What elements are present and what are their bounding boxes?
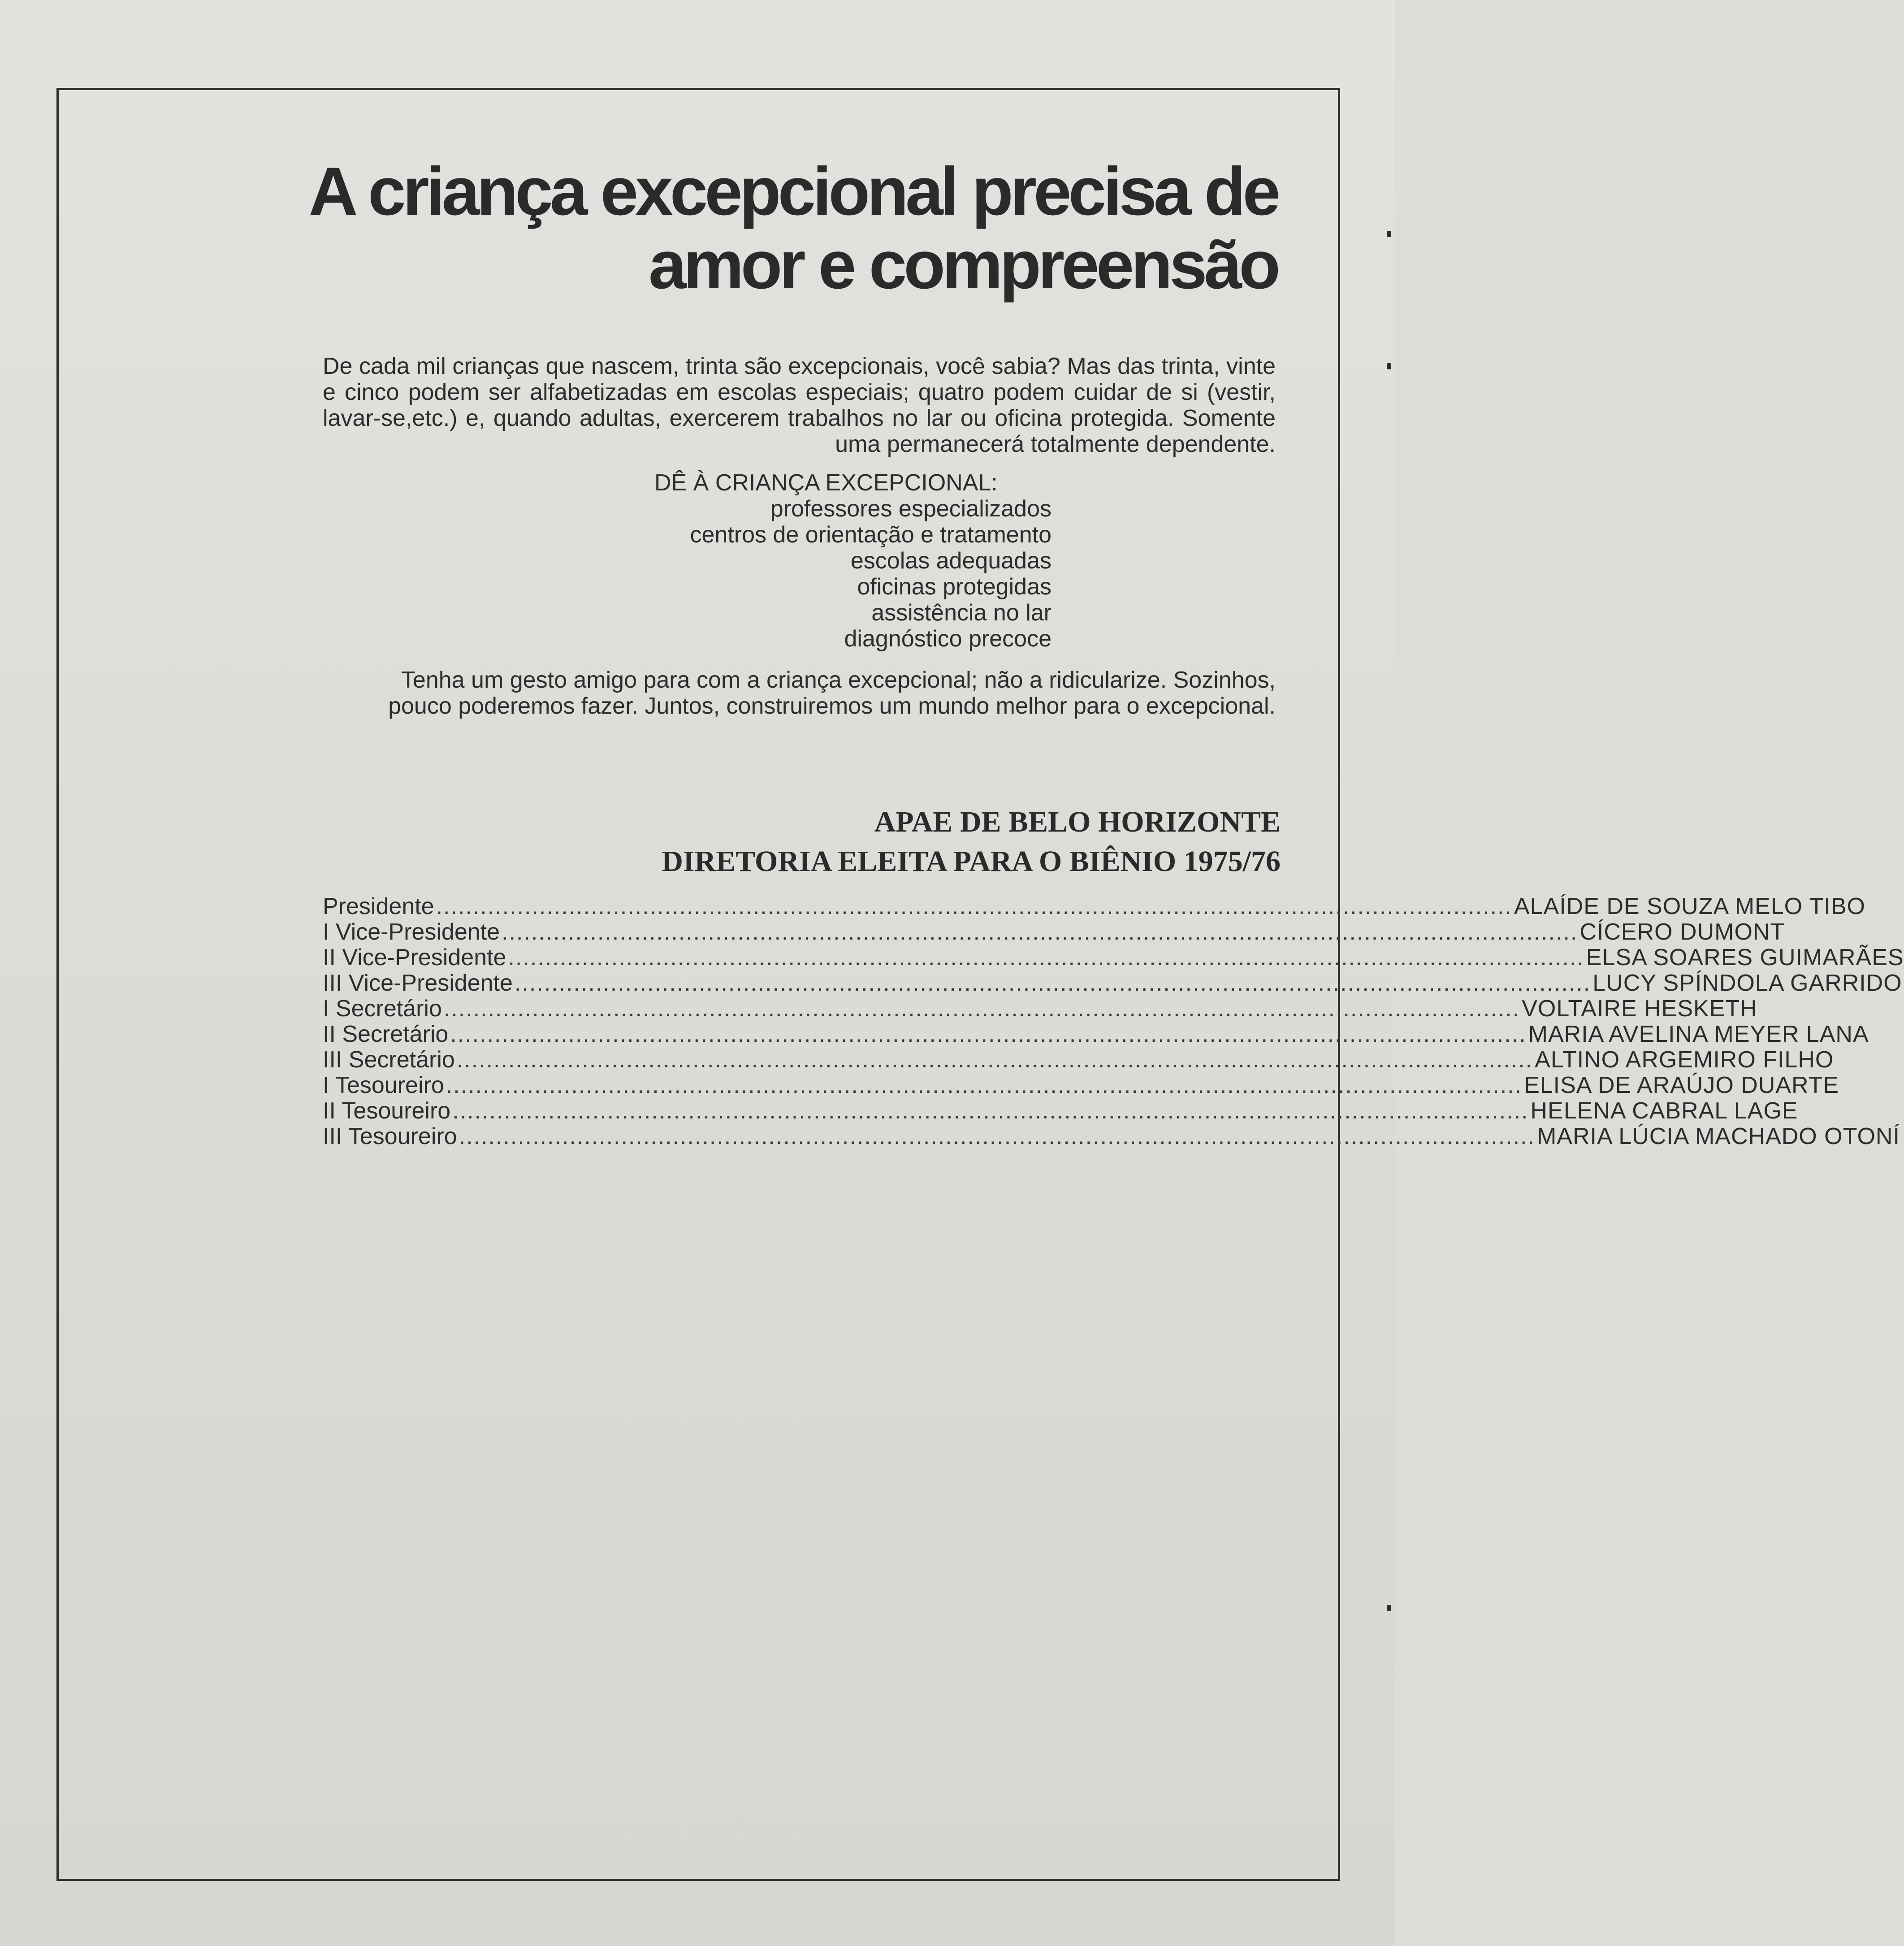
binding-mark-bottom	[1387, 1605, 1391, 1611]
board-row	[323, 1021, 1869, 1047]
board-role: I Secretário	[323, 996, 442, 1022]
board-row	[323, 996, 1757, 1022]
board-role: I Tesoureiro	[323, 1072, 444, 1098]
give-list-item: escolas adequadas	[850, 548, 1052, 574]
page-title-line-2: amor e compreensão	[648, 227, 1277, 303]
give-list-title: DÊ À CRIANÇA EXCEPCIONAL:	[654, 470, 998, 496]
board-row	[323, 1098, 1798, 1124]
board-member-name: VOLTAIRE HESKETH	[1522, 996, 1757, 1022]
give-list-section	[583, 470, 1052, 652]
board-term-heading: DIRETORIA ELEITA PARA O BIÊNIO 1975/76	[662, 845, 1281, 878]
board-row	[323, 970, 1902, 996]
board-row	[323, 945, 1904, 971]
dot-leader: ..................................................................................................................................................	[450, 1021, 1527, 1047]
dot-leader: ..................................................................................................................................................	[456, 1047, 1533, 1073]
board-role: II Secretário	[323, 1021, 449, 1047]
dot-leader: ..................................................................................................................................................	[443, 996, 1520, 1022]
board-role: II Tesoureiro	[323, 1098, 451, 1124]
give-list-item: diagnóstico precoce	[844, 626, 1052, 652]
dot-leader: ..................................................................................................................................................	[514, 970, 1591, 996]
dot-leader: ..................................................................................................................................................	[436, 893, 1512, 919]
board-role: II Vice-Presidente	[323, 945, 506, 971]
give-list-item: professores especializados	[770, 496, 1052, 522]
intro-paragraph: De cada mil crianças que nascem, trinta são excepcionais, você sabia? Mas das trinta, vinte e cinco podem ser alfabetizadas em escolas especiais; quatro podem cuidar de si (vestir, lavar-se,etc.) e, quando adultas, exercerem trabalhos no lar ou oficina protegida. Somente uma permanecerá totalmente dependente.	[323, 353, 1276, 457]
give-list	[583, 496, 1052, 652]
give-list-item: assistência no lar	[871, 600, 1052, 626]
board-member-name: LUCY SPÍNDOLA GARRIDO	[1592, 970, 1902, 996]
board-role: Presidente	[323, 893, 434, 919]
board-member-name: CÍCERO DUMONT	[1579, 919, 1785, 945]
dot-leader: ..................................................................................................................................................	[452, 1098, 1529, 1124]
dot-leader: ..................................................................................................................................................	[459, 1123, 1535, 1149]
page-title-line-1: A criança excepcional precisa de	[308, 153, 1277, 230]
board-list	[323, 893, 1904, 1149]
board-member-name: MARIA AVELINA MEYER LANA	[1528, 1021, 1869, 1047]
page-title	[67, 155, 1277, 302]
organization-heading	[429, 802, 1281, 881]
board-row	[323, 1123, 1900, 1149]
dot-leader: ..................................................................................................................................................	[502, 919, 1578, 945]
board-role: I Vice-Presidente	[323, 919, 500, 945]
dot-leader: ..................................................................................................................................................	[446, 1072, 1523, 1098]
board-role: III Tesoureiro	[323, 1123, 457, 1149]
board-member-name: HELENA CABRAL LAGE	[1530, 1098, 1798, 1124]
binding-mark-middle	[1387, 363, 1391, 369]
board-member-name: ELSA SOARES GUIMARÃES	[1586, 945, 1904, 971]
board-role: III Vice-Presidente	[323, 970, 513, 996]
organization-name: APAE DE BELO HORIZONTE	[874, 806, 1281, 838]
board-row	[323, 1047, 1834, 1073]
board-row	[323, 1072, 1839, 1098]
board-member-name: ALAÍDE DE SOUZA MELO TIBO	[1514, 893, 1865, 919]
board-row	[323, 893, 1865, 919]
dot-leader: ..................................................................................................................................................	[508, 945, 1584, 971]
board-member-name: MARIA LÚCIA MACHADO OTONÍ	[1536, 1123, 1900, 1149]
board-member-name: ELISA DE ARAÚJO DUARTE	[1524, 1072, 1839, 1098]
board-role: III Secretário	[323, 1047, 455, 1073]
give-list-item: oficinas protegidas	[857, 574, 1052, 600]
binding-mark-top	[1387, 231, 1391, 237]
board-member-name: ALTINO ARGEMIRO FILHO	[1535, 1047, 1834, 1073]
board-row	[323, 919, 1785, 945]
give-list-item: centros de orientação e tratamento	[690, 522, 1052, 548]
closing-paragraph: Tenha um gesto amigo para com a criança excepcional; não a ridicularize. Sozinhos, pouco poderemos fazer. Juntos, construiremos um mundo melhor para o excepcional.	[388, 667, 1276, 719]
